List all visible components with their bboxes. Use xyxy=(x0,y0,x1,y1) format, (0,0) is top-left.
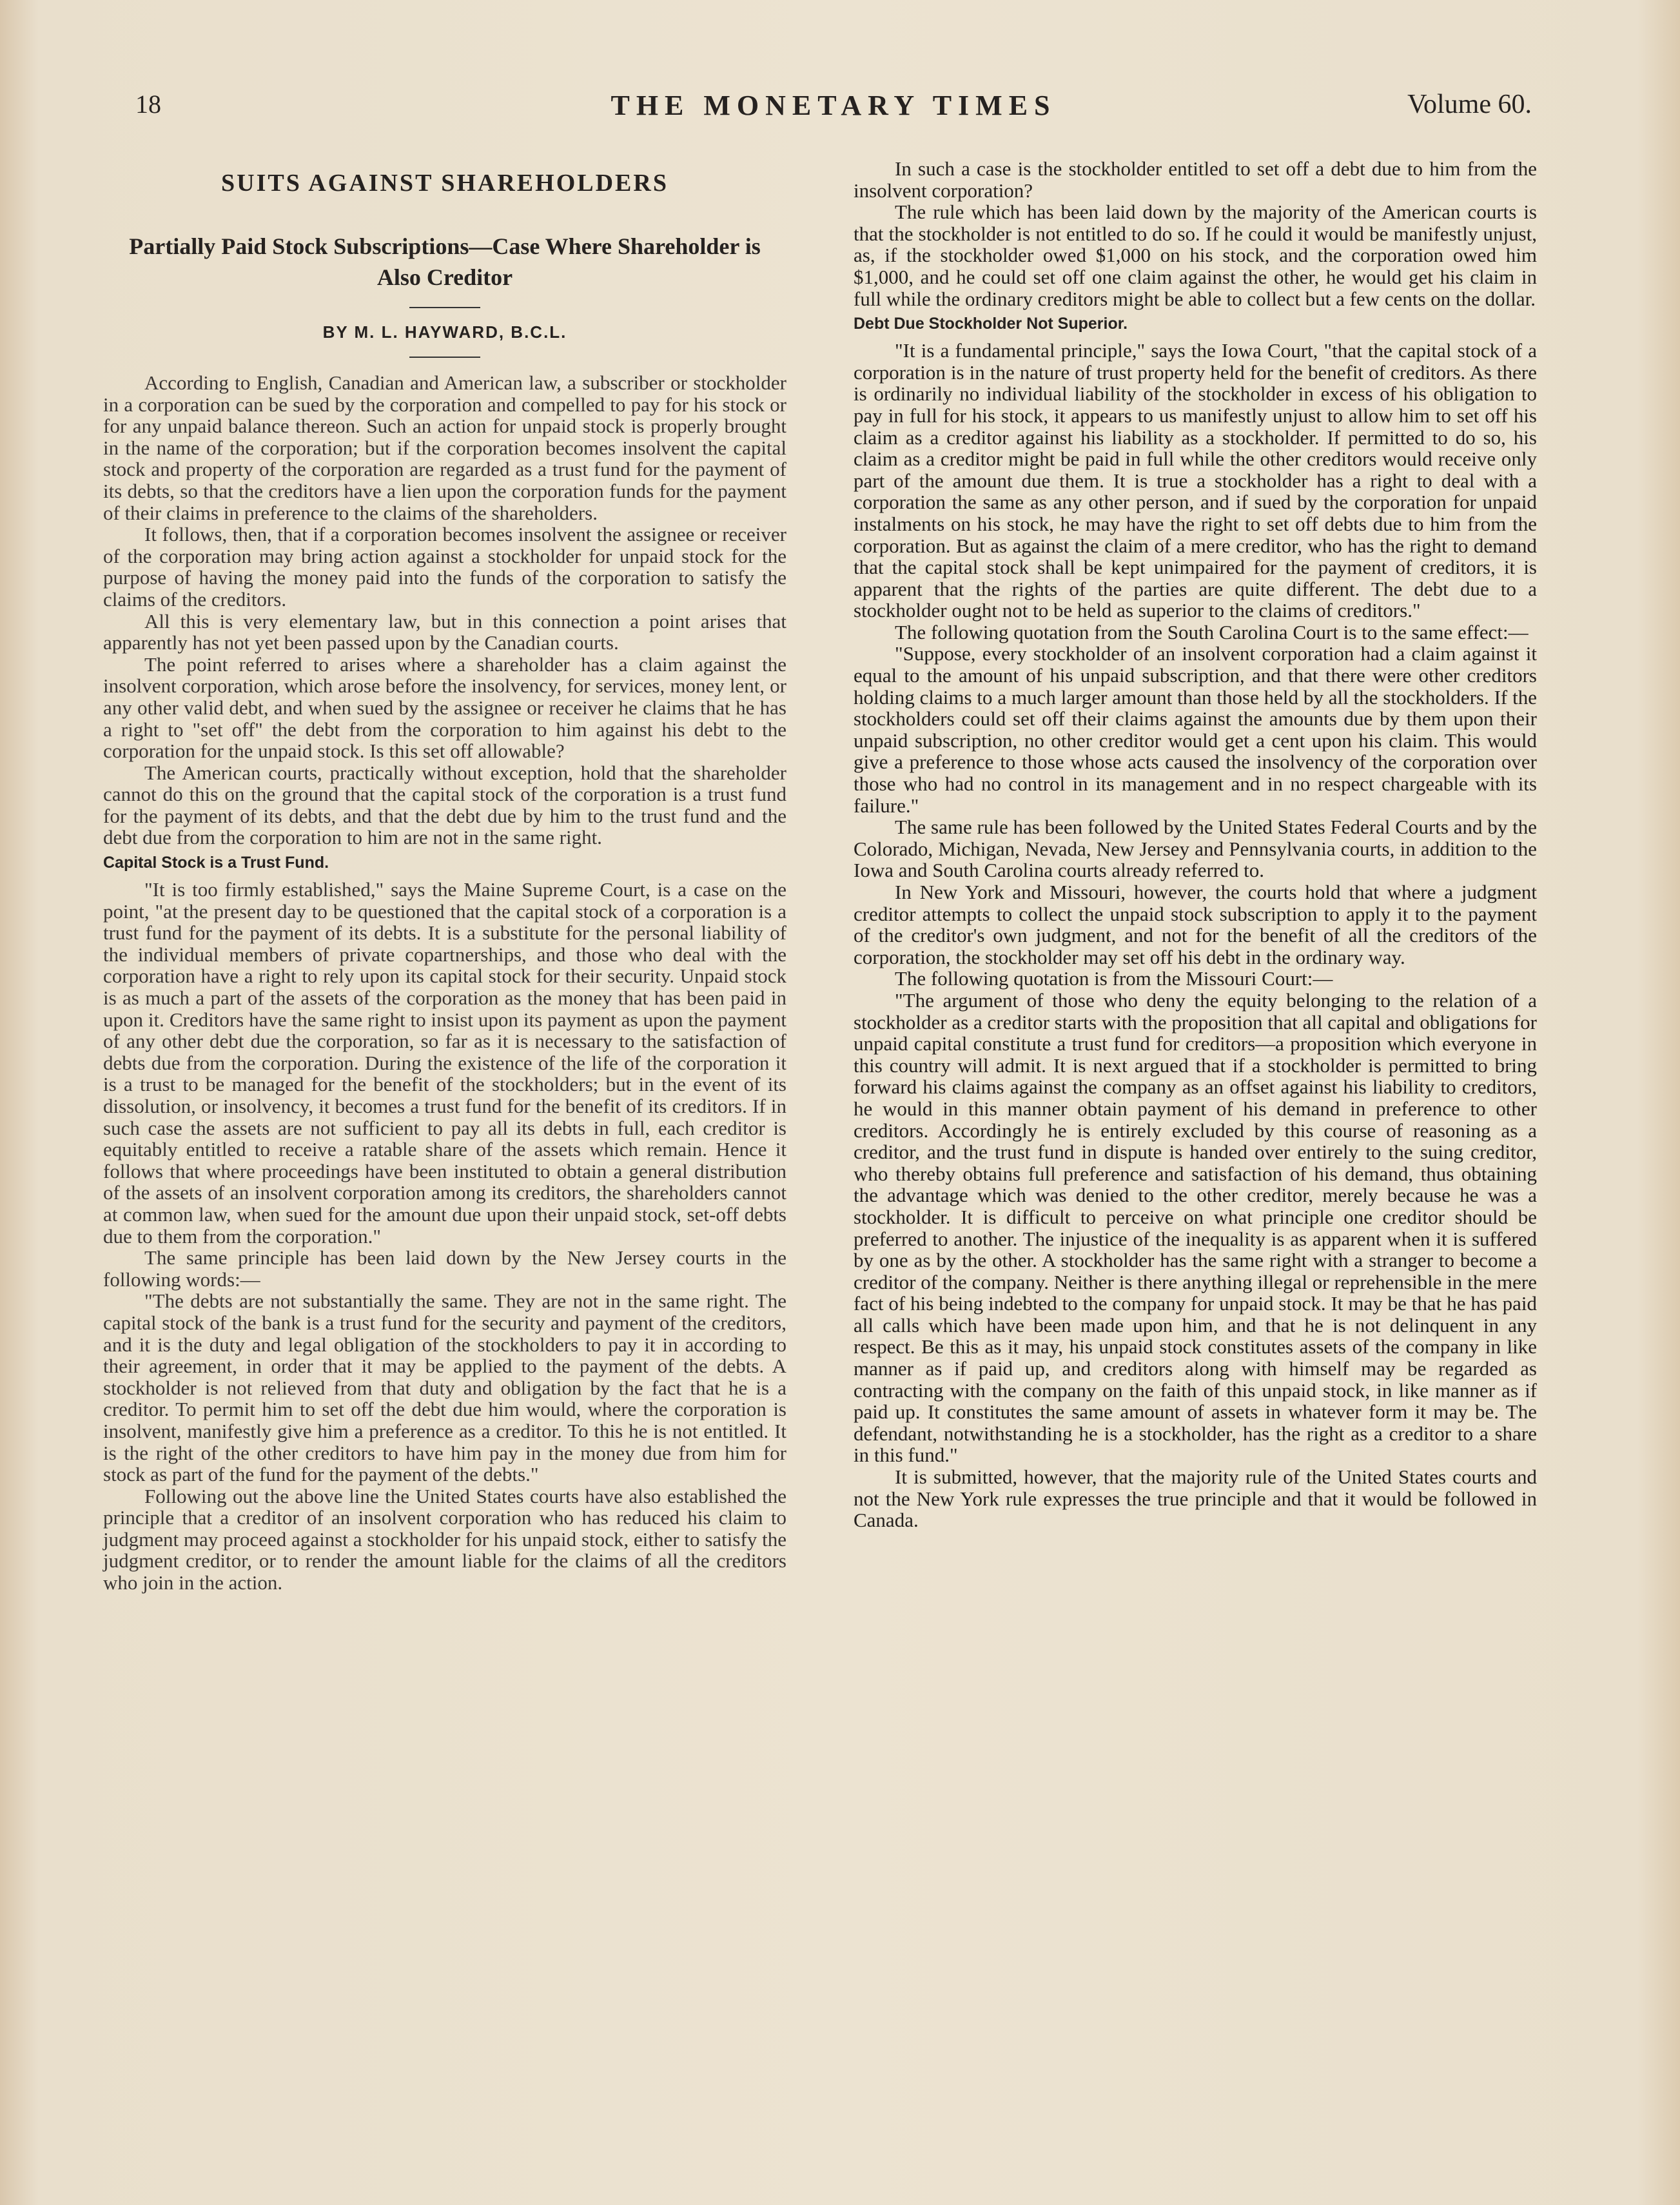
paragraph: The same rule has been followed by the United States Federal Courts and by the Colorado, Michigan, Nevada, New Jersey and Pennsylvania courts, in addition to the Iowa and South Carolina courts already referred to. xyxy=(854,816,1537,882)
paragraph: In New York and Missouri, however, the courts hold that where a judgment creditor attempts to collect the unpaid stock subscription to apply it to the payment of the creditor's own judgment, and not for the benefit of all the creditors of the corporation, the stockholder may set off his debt in the ordinary way. xyxy=(854,881,1537,968)
left-column xyxy=(103,169,786,1594)
paragraph: The rule which has been laid down by the majority of the American courts is that the stockholder is not entitled to do so. If he could it would be manifestly unjust, as, if the stockholder owed $1,000 on his stock, and the corporation owed him $1,000, and he could set off one claim against the other, he would get his claim in full while the ordinary creditors might be able to collect but a few cents on the dollar. xyxy=(854,201,1537,310)
paragraph: "It is too firmly established," says the Maine Supreme Court, is a case on the point, "at the present day to be questioned that the capital stock of a corporation is a trust fund for the payment of its debts. It is a substitute for the personal liability of the individual members of private copartnerships, and those who deal with the corporation have a right to rely upon its capital stock for their security. Unpaid stock is as much a part of the assets of the corporation as the money that has been paid in upon it. Creditors have the same right to insist upon its payment as upon the payment of any other debt due the corporation, so far as it is necessary to the satisfaction of debts due from the corporation. During the existence of the life of the corporation it is a trust to be managed for the benefit of the stockholders; but in the event of its dissolution, or insolvency, it becomes a trust fund for the benefit of its creditors. If in such case the assets are not sufficient to pay all its debts in full, each creditor is equitably entitled to receive a ratable share of the assets which remain. Hence it follows that where proceedings have been instituted to obtain a general distribution of the assets of an insolvent corporation among its creditors, the shareholders cannot at common law, when sued for the amount due upon their unpaid stock, set-off debts due to them from the corporation." xyxy=(103,878,786,1248)
page-number: 18 xyxy=(135,90,161,119)
paragraph: Following out the above line the United States courts have also established the principle that a creditor of an insolvent corporation who has reduced his claim to judgment may proceed against a stockholder for his unpaid stock, either to satisfy the judgment creditor, or to render the amount liable for the claims of all the creditors who join in the action. xyxy=(103,1484,786,1594)
article-title: SUITS AGAINST SHAREHOLDERS xyxy=(221,170,669,197)
paragraph: "The debts are not substantially the same. They are not in the same right. The capital stock of the bank is a trust fund for the security and payment of the creditors, and it is the duty and legal obligation of the stockholders to pay it in according to their agreement, in order that it may be applied to the payment of the debts. A stockholder is not relieved from that duty and obligation by the fact that he is a creditor. To permit him to set off the debt due him would, where the corporation is insolvent, manifestly give him a preference as a creditor. To this he is not entitled. It is the right of the other creditors to have him pay in the money due from him for stock as part of the fund for the payment of the debts." xyxy=(103,1289,786,1486)
section-subhead: Debt Due Stockholder Not Superior. xyxy=(854,315,1128,333)
paragraph: According to English, Canadian and American law, a subscriber or stockholder in a corporation can be sued by the corporation and compelled to pay for his stock or for any unpaid balance thereon. Such an action for unpaid stock is properly brought in the name of the corporation; but if the corporation becomes insolvent the capital stock and property of the corporation are regarded as a trust fund for the payment of its debts, so that the creditors have a lien upon the corporation funds for the payment of their claims in preference to the claims of the shareholders. xyxy=(103,371,786,524)
paragraph: In such a case is the stockholder entitled to set off a debt due to him from the insolvent corporation? xyxy=(854,157,1537,202)
paragraph: The following quotation is from the Missouri Court:— xyxy=(895,967,1333,990)
paragraph: The same principle has been laid down by the New Jersey courts in the following words:— xyxy=(103,1246,786,1291)
paragraph: The following quotation from the South Carolina Court is to the same effect:— xyxy=(895,620,1529,643)
section-subhead: Capital Stock is a Trust Fund. xyxy=(103,854,329,872)
article-subtitle: Partially Paid Stock Subscriptions—Case Where Shareholder is Also Creditor xyxy=(129,233,761,290)
divider-rule xyxy=(409,307,480,308)
paragraph: The American courts, practically without exception, hold that the shareholder cannot do this on the ground that the capital stock of the corporation is a trust fund for the payment of its debts, and that the debt due by him to the trust fund and the debt due from the corporation to him are not in the same right. xyxy=(103,761,786,849)
paragraph: "Suppose, every stockholder of an insolvent corporation had a claim against it equal to the amount of his unpaid subscription, and that there were other creditors holding claims to a much larger amount than those held by all the stockholders. If the stockholders could set off their claims against the amounts due by them upon their unpaid subscription, no other creditor would get a cent upon his claim. This would give a preference to those whose acts caused the insolvency of the corporation over those who had no control in its management and in no respect chargeable with its failure." xyxy=(854,642,1537,817)
paragraph: "The argument of those who deny the equity belonging to the relation of a stockholder as a creditor starts with the proposition that all capital and obligations for unpaid capital constitute a trust fund for creditors—a proposition which everyone in this country will admit. It is next argued that if a stockholder is permitted to bring forward his claims against the company as an offset against his liability to creditors, he would in this manner obtain payment of his demand in preference to other creditors. Accordingly he is entirely excluded by this course of reasoning as a creditor, and the trust fund in dispute is handed over entirely to the suing creditor, who thereby obtains full preference and satisfaction of his demand, thus obtaining the advantage which was denied to the other creditor, merely because he was a stockholder. It is difficult to perceive on what principle one creditor should be preferred to another. The injustice of the inequality is as apparent when it is suffered by one as by the other. A stockholder has the same right with a stranger to become a creditor of the company. Neither is there anything illegal or reprehensible in the mere fact of his being indebted to the company for unpaid stock. It may be that he has paid all calls which have been made upon him, and that he is not delinquent in any respect. Be this as it may, his unpaid stock constitutes assets of the company in like manner as if paid up, and creditors along with himself may be regarded as contracting with the company on the faith of this unpaid stock, in like manner as if paid up. It constitutes the same amount of assets in whatever form it may be. The defendant, notwithstanding he is a stockholder, has the right as a creditor to a share in this fund." xyxy=(854,988,1537,1467)
right-column xyxy=(854,158,1537,1531)
paragraph: It is submitted, however, that the majority rule of the United States courts and not the New York rule expresses the true principle and that it would be followed in Canada. xyxy=(854,1465,1537,1532)
byline: BY M. L. HAYWARD, B.C.L. xyxy=(322,322,567,342)
page-header xyxy=(135,89,1532,128)
publication-title: THE MONETARY TIMES xyxy=(610,90,1057,121)
volume-label: Volume 60. xyxy=(1407,90,1532,119)
paragraph: The point referred to arises where a shareholder has a claim against the insolvent corporation, which arose before the insolvency, for services, money lent, or any other valid debt, and when sued by the assignee or receiver he claims that he has a right to "set off" the debt from the corporation to him against his debt to the corporation for the unpaid stock. Is this set off allowable? xyxy=(103,652,786,763)
paragraph: All this is very elementary law, but in this connection a point arises that apparently has not yet been passed upon by the Canadian courts. xyxy=(103,609,786,654)
divider-rule xyxy=(409,357,480,358)
paragraph: It follows, then, that if a corporation becomes insolvent the assignee or receiver of the corporation may bring action against a stockholder for unpaid stock for the purpose of having the money paid into the funds of the corporation to satisfy the claims of the creditors. xyxy=(103,523,786,611)
paragraph: "It is a fundamental principle," says the Iowa Court, "that the capital stock of a corporation is in the nature of trust property held for the benefit of creditors. As there is ordinarily no individual liability of the stockholder in excess of his obligation to pay in full for his stock, it appears to us manifestly unjust to allow him to set off his claim as a creditor against his liability as a stockholder. If permitted to do so, his claim as a creditor might be paid in full while the other creditors would receive only part of the amount due them. It is true a stockholder has a right to deal with a corporation the same as any other person, and if sued by the corporation for unpaid instalments on his stock, he may have the right to set off debts due to him from the corporation. But as against the claim of a mere creditor, who has the right to demand that the capital stock shall be kept unimpaired for the payment of creditors, it is apparent that the rights of the parties are quite different. The debt due to a stockholder ought not to be held as superior to the claims of creditors." xyxy=(854,339,1537,622)
